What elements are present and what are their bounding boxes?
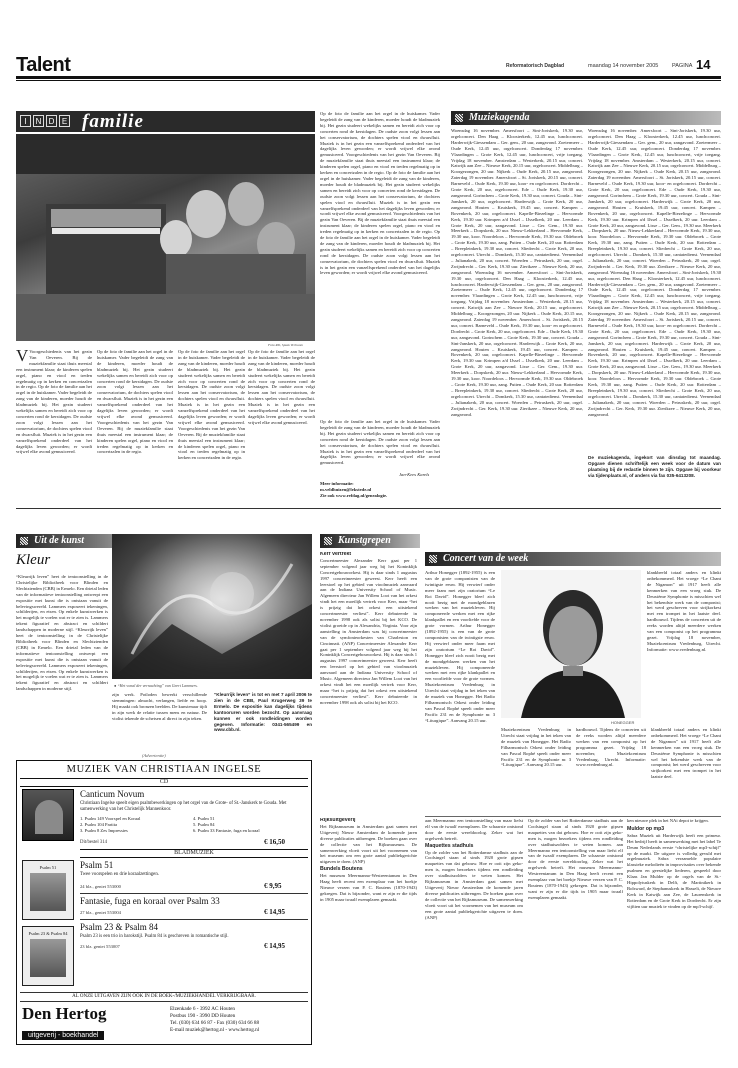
familie-col-2 (97, 349, 173, 489)
cd-price: € 16,50 (264, 838, 285, 846)
caption-bullet: ● (114, 683, 118, 688)
sheet1-title: Psalm 51 (80, 860, 114, 870)
concert-text-4: hardhouwd. Tijdens de concerten uit de reeks worden altijd meerdere werken van een componist op het programma gezet. Vrijdag 18 november, Muziekcentrum Vredenburg, Utrecht. Informatie: www.vredenburg.nl. (576, 727, 646, 768)
header-rule-thin (16, 80, 721, 81)
shop-sub: uitgeverij - boekhandel (22, 1031, 104, 1040)
familie-body-b2: Voorgeschiedenis van het gezin Van Oeveren. Bij de muziekfamilie staat thuis meestal een instrument klaar; de kinderen spelen orgel, piano en viool en treden regelmatig op in kerken en concertzalen in de regio. (97, 419, 173, 455)
maquettes-heading: Maquettes stadhuis (425, 842, 474, 849)
kunstgrepen-col-4 (528, 818, 623, 1044)
page-number: 14 (696, 57, 711, 72)
sheet3-meta: 23 blz. geniet 553007 (80, 944, 120, 949)
mid-divider (16, 508, 721, 509)
kleur-caption (114, 683, 198, 688)
concert-text-3: Muziekcentrum Vredenburg in Utrecht staat vrijdag in het teken van de muziek van Honegger. Het Radio Filharmonisch Orkest onder leiding van Pascal Rophé speelt onder meer Pacific 231 en de Symphonie nr. 3 “Liturgique”. Aanvang 20.15 uur. (501, 727, 571, 768)
familie-lead: Voorgeschiedenis van het gezin Van Oeveren. Bij de muziekfamilie staat thuis meestal een instrument klaar; de kinderen spelen orgel, piano en viool en treden regelmatig op in kerken en concertzalen in de regio. (16, 349, 92, 390)
concert-text-2b: hardhouwd. Tijdens de concerten uit de reeks worden altijd meerdere werken van een componist op het programma gezet. Vrijdag 18 november, Muziekcentrum Vredenburg, Utrecht. Informatie: www.vredenburg.nl. (647, 617, 721, 652)
ad-label: (Advertentie) (142, 753, 166, 758)
familie-col-1 (16, 349, 92, 489)
track: 3. Psalm 8 Zes Impressies (80, 827, 128, 833)
concert-banner (425, 552, 721, 566)
sheet2-title: Fantasie, fuga en koraal over Psalm 33 (80, 896, 220, 906)
kleur-artwork (112, 534, 312, 679)
sheet-cover-1-title: Psalm 51 (39, 865, 57, 870)
portrait-shapes (501, 570, 641, 718)
agenda-text-1: Woensdag 16 november. Amersfoort – Sint-Joriskerk, 19.30 uur, orgelconcert. Den Haag – Kloosterkerk, 12.45 uur, lunchconcert. Harderwijk-Giessendam – Ger. gem., 20 uur, zangavond. Zoetermeer – Oude Kerk, 12.45 uur, orgelconcert. Donderdag 17 november. Vlaardingen – Grote Kerk, 12.45 uur, lunchconcert, vrije toegang. Vrijdag 18 november. Amsterdam – Westerkerk, 20.15 uur, concert. Katwijk aan Zee – Nieuwe Kerk, 20.15 uur, orgelconcert. Middelburg – Koorgezongen, 20 uur. Nijkerk – Oude Kerk, 20.15 uur, zangavond. Zaterdag 19 november. Amersfoort – St. Joriskerk, 20.15 uur, concert. Barneveld – Oude Kerk, 19.30 uur, koor- en orgelconcert. Dordrecht – Grote Kerk, 20 uur, orgelconcert. Ede – Oude Kerk, 19.30 uur, zangavond. Gorinchem – Grote Kerk, 19.30 uur, concert. Gouda – Sint-Janskerk, 20 uur, orgelconcert. Harderwijk – Grote Kerk, 20 uur, zangavond. Houten – Kruiskerk, 19.45 uur, concert. Kampen – Bovenkerk, 20 uur, orgelconcert. Kapelle-Biezelinge – Hervormde Kerk, 19.30 uur. Krimpen a/d IJssel – IJsselkerk, 20 uur. Leerdam – Grote Kerk, 20 uur, zangavond. Lisse – Ger. Gem., 19.30 uur. Meerkerk – Dorpskerk, 20 uur. Nieuw-Lekkerland – Hervormde Kerk, 19.30 uur, koor. Noordeloos – Hervormde Kerk, 19.30 uur. Oldebroek – Grote Kerk, 19.30 uur, zang. Putten – Oude Kerk, 20 uur. Rotterdam – Breepleinkerk, 19.30 uur, concert. Sliedrecht – Grote Kerk, 20 uur, orgelconcert. Utrecht – Domkerk, 15.30 uur, cantatedienst. Veenendaal – Julianakerk, 20 uur, concert. Woerden – Petruskerk, 20 uur, orgel. Zwijndrecht – Ger. Kerk, 19.30 uur. Zierikzee – Nieuwe Kerk, 20 uur, zangavond. (451, 128, 583, 275)
muziekagenda-title: Muziekagenda (469, 112, 530, 123)
boutens-text: Het museum Meermanno-Westreenianum in Den Haag heeft recent een exemplaar van het boekje Nieuwe verzen van P. C. Boutens (1870-1943) gekregen. Dat is bijzonder, want er zijn er die tijds in 1905 maar twaalf exemplaren gemaakt. (320, 873, 417, 902)
shop-logo (22, 1004, 152, 1042)
agenda-text-2: Woensdag 16 november. Amersfoort – Sint-Joriskerk, 19.30 uur, orgelconcert. Den Haag – Kloosterkerk, 12.45 uur, lunchconcert. Harderwijk-Giessendam – Ger. gem., 20 uur, zangavond. Zoetermeer – Oude Kerk, 12.45 uur, orgelconcert. Donderdag 17 november. Vlaardingen – Grote Kerk, 12.45 uur, lunchconcert, vrije toegang. Vrijdag 18 november. Amsterdam – Westerkerk, 20.15 uur, concert. Katwijk aan Zee – Nieuwe Kerk, 20.15 uur, orgelconcert. Middelburg – Koorgezongen, 20 uur. Nijkerk – Oude Kerk, 20.15 uur, zangavond. Zaterdag 19 november. Amersfoort – St. Joriskerk, 20.15 uur, concert. Barneveld – Oude Kerk, 19.30 uur, koor- en orgelconcert. Dordrecht – Grote Kerk, 20 uur, orgelconcert. Ede – Oude Kerk, 19.30 uur, zangavond. Gorinchem – Grote Kerk, 19.30 uur, concert. Gouda – Sint-Janskerk, 20 uur, orgelconcert. Harderwijk – Grote Kerk, 20 uur, zangavond. Houten – Kruiskerk, 19.45 uur, concert. Kampen – Bovenkerk, 20 uur, orgelconcert. Kapelle-Biezelinge – Hervormde Kerk, 19.30 uur. Krimpen a/d IJssel – IJsselkerk, 20 uur. Leerdam – Grote Kerk, 20 uur, zangavond. Lisse – Ger. Gem., 19.30 uur. Meerkerk – Dorpskerk, 20 uur. Nieuw-Lekkerland – Hervormde Kerk, 19.30 uur, koor. Noordeloos – Hervormde Kerk, 19.30 uur. Oldebroek – Grote Kerk, 19.30 uur, zang. Putten – Oude Kerk, 20 uur. Rotterdam – Breepleinkerk, 19.30 uur, concert. Sliedrecht – Grote Kerk, 20 uur, orgelconcert. Utrecht – Domkerk, 15.30 uur, cantatedienst. Veenendaal – Julianakerk, 20 uur, concert. Woerden – Petruskerk, 20 uur, orgel. Zwijndrecht – Ger. Kerk, 19.30 uur. Zierikzee – Nieuwe Kerk, 20 uur, zangavond. (588, 128, 721, 275)
cd-title: Canticum Novum (80, 789, 145, 799)
nai-text: ken nieuwe plek in het NAi depot te krijgen. (627, 818, 709, 823)
artwork-shapes (112, 534, 312, 679)
agenda-col-1 (451, 128, 583, 501)
muziekagenda-banner (451, 111, 721, 125)
sheet2-price: € 14,95 (264, 908, 285, 916)
agenda-note-text: De muziekagenda, ingekort van dinsdag tot maandag. Opgave dienen schriftelijk een week voor de datum van plaatsing bij de redactie binnen te zijn. Opgave bij voorkeur via tijdenplaats.nl, of anders via fax 035-6413208. (588, 455, 721, 478)
sheet3-title: Psalm 23 & Psalm 84 (80, 922, 159, 932)
sheet-bar (80, 849, 308, 858)
header-date: maandag 14 november 2005 (588, 63, 659, 69)
header-rule (16, 76, 721, 79)
page-label: PAGINA (672, 63, 693, 69)
familie-photo (16, 134, 315, 341)
concert-text-5: klankbeeld totaal anders en klinkt onbekommerd. Het vroege “Le Chant de Nigamon” uit 1917 heeft alle kenmerken van een vroeg stuk. De Deuxième Symphonie is misschien wel het bekendste werk van de componist; het werd geschreven voor strijkorkest met een trompet in het laatste deel. (651, 727, 721, 780)
cd-order: Dit/bestel 314 (80, 840, 108, 845)
concert-col-5 (651, 727, 721, 810)
sheet-cover-1-img (30, 873, 66, 911)
concert-col-3 (501, 727, 571, 810)
sheet-cover-2 (22, 926, 74, 986)
kunstgrepen-col-3 (425, 818, 523, 1044)
rijks-heading: Rijksuitgeverij (320, 818, 356, 823)
familie-body-f: Op de foto de familie aan het orgel in de huiskamer. Vader begeleidt de zang van de kinderen, moeder houdt de bladmuziek bij. Het gezin studeert wekelijks samen en bereidt zich voor op concerten rond de kerstdagen. De oudste zoon volgt lessen aan het conservatorium, de dochters spelen viool en dwarsfluit. Muziek is in het gezin een vanzelfsprekend onderdeel van het dagelijks leven geworden; er wordt vrijwel elke avond gemusiceerd. (320, 419, 440, 466)
kleur-info (214, 692, 312, 748)
agenda-col-2 (588, 128, 721, 451)
more-info-web: Zie ook www.refdag.nl/genealogie. (320, 493, 388, 498)
sheet1-meta: 24 blz., geniet 553000 (80, 884, 121, 889)
shop-phone: Tel. (030) 634 66 87 - Fax (030) 634 66 88 (170, 1020, 260, 1026)
cd-cover (22, 789, 74, 841)
ad-footer-divider-2 (20, 1001, 308, 1002)
ad-cd-bar (20, 778, 308, 787)
dropcap: V (16, 349, 29, 365)
concert-text-1: Arthur Honegger (1892-1955) is een van de grote componisten van de twintigste eeuw. Hij verwierf onder meer faam met zijn oratorium “Le Roi David”. Honegger bleef zich nooit bezig met de mondgeblazen werken van het muziekleven. Hij componeerde werken met een rijke klankpallet en een voorliefde voor de grote vormen. (425, 570, 495, 629)
boxed-letter: N (33, 115, 44, 127)
boxed-letter: E (59, 115, 70, 127)
shop-email: E-mail muziek@hertog.nl - www.hertog.nl (170, 1027, 260, 1033)
familie-body-a: Op de foto de familie aan het orgel in de huiskamer. Vader begeleidt de zang van de kinderen, moeder houdt de bladmuziek bij. Het gezin studeert wekelijks samen en bereidt zich voor op concerten rond de kerstdagen. De oudste zoon volgt lessen aan het conservatorium, de dochters spelen viool en dwarsfluit. Muziek is in het gezin een vanzelfsprekend onderdeel van het dagelijks leven geworden; er wordt vrijwel elke avond gemusiceerd. (16, 384, 92, 455)
sheet3-price: € 14,95 (264, 942, 285, 950)
kerr-heading: Kerr vertrekt (320, 552, 352, 557)
sheet2-meta: 27 blz., geniet 553004 (80, 910, 121, 915)
cd-tracklist (80, 816, 306, 833)
familie-body-e3: Op de foto de familie aan het orgel in de huiskamer. Vader begeleidt de zang van de kinderen, moeder houdt de bladmuziek bij. Het gezin studeert wekelijks samen en bereidt zich voor op concerten rond de kerstdagen. De oudste zoon volgt lessen aan het conservatorium, de dochters spelen viool en dwarsfluit. Muziek is in het gezin een vanzelfsprekend onderdeel van het dagelijks leven geworden; er wordt vrijwel elke avond gemusiceerd. (320, 170, 440, 217)
right-bottom-col (627, 818, 721, 1044)
boutens-text-2: aan Meermanno een tentoonstelling van maar liefst elf van de twaalf exemplaren. De schaarste ontstond door de eerste wereldoorlog. Zeker wat het orgelwerk betreft. (425, 818, 523, 841)
familie-title: familie (82, 111, 144, 132)
kerr-text-2: De violist groeide op in Alexandria, Virginia. Voor zijn aanstelling in Amsterdam was hij concertmeester van de symfonieorkesten van Charleston en Cincinnati. (ANP) (320, 616, 417, 646)
cd-cover-arch (35, 800, 63, 834)
kerr-text: Concertmeester Alexander Kerr gaat per 1 september volgend jaar weg bij het Koninklijk Concertgebouworkest. Hij is daar sinds 1 augustus 1997 concertmeester geweest. Kerr heeft een leerstoel op het gebied van vioolmuziek aanvaard aan de Indiana University School of Music. Algemeen directeur Jan Willem Loot van het orkest vindt het een moeilijk vertrek voor Kerr, maar “het is prijzig dat het orkest een uitstekend concertmeester verliest”. Kerr debuteerde in november 1998 ook als solist bij het KCO. (320, 557, 417, 622)
kleur-body: “Kleurrijk leven” heet de tentoonstelling in de Christelijke Bibliotheek voor Blinden en Slechtzienden (CBB) in Ermelo. Een drietal leden van de informatieve tentoonstelling ontwerpt een expositie met kunst die is ontstaan vanuit de belevingswereld. Lammers exposeert tekeningen, schilderijen, en etsen. Op enkele kunstwerken is het mogelijk te voelen wat er te zien is. Lammers tekent figuratief en abstract en schildert landschappen in moderne stijl. (16, 574, 108, 633)
more-info-title: Meer informatie: (320, 481, 354, 486)
boxed-letter: D (46, 115, 57, 127)
sheet1-price: € 9,95 (264, 882, 282, 890)
maquettes-text-b: Het Rijksmuseum in Amsterdam gaat samen met Uitgeverij Nieuw Amsterdam de komende jaren diverse publicaties uitbrengen. De boeken gaan over de collectie van het Rijksmuseum. De samenwerking vloeit voort uit het voornemen van het museum om een grote aantal publiekgerichte uitgaven te doen. (ANP) (425, 873, 523, 920)
familie-body-d: Op de foto de familie aan het orgel in de huiskamer. Vader begeleidt de zang van de kinderen, moeder houdt de bladmuziek bij. Het gezin studeert wekelijks samen en bereidt zich voor op concerten rond de kerstdagen. De oudste zoon volgt lessen aan het conservatorium, de dochters spelen viool en dwarsfluit. Muziek is in het gezin een vanzelfsprekend onderdeel van het dagelijks leven geworden; er wordt vrijwel elke avond gemusiceerd. (248, 349, 315, 425)
kunstgrepen-col-1 (320, 552, 417, 810)
kleur-col-1 (16, 574, 108, 748)
familie-banner (16, 111, 315, 132)
sheet-label: BLADMUZIEK (174, 850, 214, 856)
ad-footer-divider (20, 992, 308, 993)
familie-author: Jan-Kees Karels (399, 472, 430, 477)
concert-text-1b: Arthur Honegger (1892-1955) is een van de grote componisten van de twintigste eeuw. Hij verwierf onder meer faam met zijn oratorium “Le Roi David”. Honegger bleef zich nooit bezig met de mondgeblazen werken van het muziekleven. Hij componeerde werken met een rijke klankpallet en een voorliefde voor de grote vormen. (425, 623, 495, 682)
uitdekunst-title: Uit de kunst (34, 535, 85, 546)
muldor-text: Sabra Muziek uit Harderwijk heeft een primeur. Het bedrijf heeft in samenwerking met het label Te Deum Nederlands eerste “christelijke mp3-schijf” op de markt. De uitgave is volledig gevuld met orgelmuziek. Sabra verzamelde populaire klassieke melodieën in improvisaties over bekende psalmen en geestelijke liederen, gespeeld door Klaas Jan Mulder op de orgels van de St.-Hippolytuskerk in Delft, de Martinikerk in Bolsward, de Stephanuskerk in Hasselt, de Nieuwe Kerk in Katwijk aan Zee, de Laurenskerk in Rotterdam en de Grote Kerk in Dordrecht. Er zijn vijftien uur muziek te vinden op de mp3-schijf. (627, 832, 721, 909)
concert-divider (425, 816, 721, 817)
concert-col-1 (425, 570, 495, 810)
shop-name: Den Hertog (22, 1004, 107, 1023)
kerr-text-3: Concertmeester Alexander Kerr gaat per 1 september volgend jaar weg bij het Koninklijk Concertgebouworkest. Hij is daar sinds 1 augustus 1997 concertmeester geweest. Kerr heeft een leerstoel op het gebied van vioolmuziek aanvaard aan de Indiana University School of Music. Algemeen directeur Jan Willem Loot van het orkest vindt het een moeilijk vertrek voor Kerr, maar “het is prijzig dat het orkest een uitstekend concertmeester verliest”. Kerr debuteerde in november 1998 ook als solist bij het KCO. (320, 640, 417, 705)
honegger-portrait (501, 570, 641, 718)
track: 4. Psalm 51 (193, 816, 215, 821)
familie-col-3 (178, 349, 245, 489)
kleur-info-text: “Kleurrijk leven” is tot en met 7 april 2006 te zien in de CBB, Paul Krugerweg 39 te Ermelo. De expositie kan dagelijks tijdens kantooruren worden bezocht. Op aanvraag kunnen er ook rondleidingen worden gegeven. Informatie: 0341-565499 en www.cbb.nl. (214, 692, 312, 733)
familie-col-4 (248, 349, 315, 489)
muldor-heading: Muldor op mp3 (627, 825, 665, 832)
sheet-divider-1 (80, 893, 308, 894)
agenda-text-1b: Woensdag 16 november. Amersfoort – Sint-Joriskerk, 19.30 uur, orgelconcert. Den Haag – Kloosterkerk, 12.45 uur, lunchconcert. Harderwijk-Giessendam – Ger. gem., 20 uur, zangavond. Zoetermeer – Oude Kerk, 12.45 uur, orgelconcert. Donderdag 17 november. Vlaardingen – Grote Kerk, 12.45 uur, lunchconcert, vrije toegang. Vrijdag 18 november. Amsterdam – Westerkerk, 20.15 uur, concert. Katwijk aan Zee – Nieuwe Kerk, 20.15 uur, orgelconcert. Middelburg – Koorgezongen, 20 uur. Nijkerk – Oude Kerk, 20.15 uur, zangavond. Zaterdag 19 november. Amersfoort – St. Joriskerk, 20.15 uur, concert. Barneveld – Oude Kerk, 19.30 uur, koor- en orgelconcert. Dordrecht – Grote Kerk, 20 uur, orgelconcert. Ede – Oude Kerk, 19.30 uur, zangavond. Gorinchem – Grote Kerk, 19.30 uur, concert. Gouda – Sint-Janskerk, 20 uur, orgelconcert. Harderwijk – Grote Kerk, 20 uur, zangavond. Houten – Kruiskerk, 19.45 uur, concert. Kampen – Bovenkerk, 20 uur, orgelconcert. Kapelle-Biezelinge – Hervormde Kerk, 19.30 uur. Krimpen a/d IJssel – IJsselkerk, 20 uur. Leerdam – Grote Kerk, 20 uur, zangavond. Lisse – Ger. Gem., 19.30 uur. Meerkerk – Dorpskerk, 20 uur. Nieuw-Lekkerland – Hervormde Kerk, 19.30 uur, koor. Noordeloos – Hervormde Kerk, 19.30 uur. Oldebroek – Grote Kerk, 19.30 uur, zang. Putten – Oude Kerk, 20 uur. Rotterdam – Breepleinkerk, 19.30 uur, concert. Sliedrecht – Grote Kerk, 20 uur, orgelconcert. Utrecht – Domkerk, 15.30 uur, cantatedienst. Veenendaal – Julianakerk, 20 uur, concert. Woerden – Petruskerk, 20 uur, orgel. Zwijndrecht – Ger. Kerk, 19.30 uur. Zierikzee – Nieuwe Kerk, 20 uur, zangavond. (451, 269, 583, 417)
familie-col-6 (320, 419, 440, 489)
kleur-heading: Kleur (16, 552, 51, 568)
track: 5. Psalm 84 (193, 821, 215, 827)
shop-address-1: Elzenkade 6 - 3992 AC Houten (170, 1006, 235, 1012)
more-info-email: m.veldhuizen@lekstede.nl (320, 487, 372, 492)
familie-body-e2: Voorgeschiedenis van het gezin Van Oeveren. Bij de muziekfamilie staat thuis meestal een instrument klaar; de kinderen spelen orgel, piano en viool en treden regelmatig op in kerken en concertzalen in de regio. (320, 152, 440, 176)
sheet1-desc: Twee voorspelen en drie koraalzettingen. (80, 872, 159, 877)
agenda-text-2b: Woensdag 16 november. Amersfoort – Sint-Joriskerk, 19.30 uur, orgelconcert. Den Haag – Kloosterkerk, 12.45 uur, lunchconcert. Harderwijk-Giessendam – Ger. gem., 20 uur, zangavond. Zoetermeer – Oude Kerk, 12.45 uur, orgelconcert. Donderdag 17 november. Vlaardingen – Grote Kerk, 12.45 uur, lunchconcert, vrije toegang. Vrijdag 18 november. Amsterdam – Westerkerk, 20.15 uur, concert. Katwijk aan Zee – Nieuwe Kerk, 20.15 uur, orgelconcert. Middelburg – Koorgezongen, 20 uur. Nijkerk – Oude Kerk, 20.15 uur, zangavond. Zaterdag 19 november. Amersfoort – St. Joriskerk, 20.15 uur, concert. Barneveld – Oude Kerk, 19.30 uur, koor- en orgelconcert. Dordrecht – Grote Kerk, 20 uur, orgelconcert. Ede – Oude Kerk, 19.30 uur, zangavond. Gorinchem – Grote Kerk, 19.30 uur, concert. Gouda – Sint-Janskerk, 20 uur, orgelconcert. Harderwijk – Grote Kerk, 20 uur, zangavond. Houten – Kruiskerk, 19.45 uur, concert. Kampen – Bovenkerk, 20 uur, orgelconcert. Kapelle-Biezelinge – Hervormde Kerk, 19.30 uur. Krimpen a/d IJssel – IJsselkerk, 20 uur. Leerdam – Grote Kerk, 20 uur, zangavond. Lisse – Ger. Gem., 19.30 uur. Meerkerk – Dorpskerk, 20 uur. Nieuw-Lekkerland – Hervormde Kerk, 19.30 uur, koor. Noordeloos – Hervormde Kerk, 19.30 uur. Oldebroek – Grote Kerk, 19.30 uur, zang. Putten – Oude Kerk, 20 uur. Rotterdam – Breepleinkerk, 19.30 uur, concert. Sliedrecht – Grote Kerk, 20 uur, orgelconcert. Utrecht – Domkerk, 15.30 uur, cantatedienst. Veenendaal – Julianakerk, 20 uur, concert. Woerden – Petruskerk, 20 uur, orgel. Zwijndrecht – Ger. Kerk, 19.30 uur. Zierikzee – Nieuwe Kerk, 20 uur, zangavond. (588, 269, 721, 417)
section-title: Talent (16, 54, 71, 76)
boxed-letters (20, 115, 70, 127)
photo-credit: Foto RD, Sjaak Verboom (268, 343, 303, 347)
track: 2. Psalm 104 Partita (80, 821, 118, 827)
kleur-col-2 (112, 692, 207, 748)
boutens-heading: Bundels Boutens (320, 866, 363, 873)
maquettes-text: Op de zolder van het Rotterdamse stadhuis aan de Coolsingel staan al sinds 1920 grote gipsen maquettes van dat gebouw. Hoe er ooit zijn geko-men is, mogen bezoekers tijdens een rondleiding over stadhuiszolders te weten komen. (425, 849, 523, 879)
sheet-cover-2-img (30, 939, 66, 977)
rijks-text: Het Rijksmuseum in Amsterdam gaat samen met Uitgeverij Nieuw Amsterdam de komende jaren diverse publicaties uitbrengen. De boeken gaan over de collectie van het Rijksmuseum. De samenwerking vloeit voort uit het voornemen van het museum om een grote aantal publiekgerichte uitgaven te doen. (ANP) (320, 823, 417, 865)
track: 6. Psalm 33 Fantasie, fuga en koraal (193, 827, 260, 833)
track: 1. Psalm 149 Voorspel en Koraal (80, 816, 141, 821)
familie-body-e: Op de foto de familie aan het orgel in de huiskamer. Vader begeleidt de zang van de kinderen, moeder houdt de bladmuziek bij. Het gezin studeert wekelijks samen en bereidt zich voor op concerten rond de kerstdagen. De oudste zoon volgt lessen aan het conservatorium, de dochters spelen viool en dwarsfluit. Muziek is in het gezin een vanzelfsprekend onderdeel van het dagelijks leven geworden; er wordt vrijwel elke avond gemusiceerd. (320, 111, 440, 158)
kleur-caption-text: “Het vonal der vernachting” van Geert Lammers. (117, 683, 198, 688)
cd-label: CD (159, 779, 169, 785)
concert-col-4 (576, 727, 646, 810)
kleur-body-2: zijn werk. Potloden bewerkt verschillende stemmingen: almacht, verlangen, liefde en hoop. Hij maakt ook bronzen beelden. De kunstenaar tijdt in zijn werk de relatie tussen mens en natuur. De violist tekende de schetsen al direct in zijn teken. (112, 692, 207, 721)
kleur-body-b: “Kleurrijk leven” heet de tentoonstelling in de Christelijke Bibliotheek voor Blinden en Slechtzienden (CBB) in Ermelo. Een drietal leden van de informatieve tentoonstelling ontwerpt een expositie met kunst die is ontstaan vanuit de belevingswereld. Lammers exposeert tekeningen, schilderijen, en etsen. Op enkele kunstwerken is het mogelijk te voelen wat er te zien is. Lammers tekent figuratief en abstract en schildert landschappen in moderne stijl. (16, 627, 108, 692)
col4-text-c: Het museum Meermanno-Westreenianum in Den Haag heeft recent een exemplaar van het boekje Nieuwe verzen van P. C. Boutens (1870-1943) gekregen. Dat is bijzonder, want er zijn er die tijds in 1905 maar twaalf exemplaren gemaakt. (528, 865, 623, 900)
col4-text: Op de zolder van het Rotterdamse stadhuis aan de Coolsingel staan al sinds 1920 grote gipsen maquettes van dat gebouw. Hoe er ooit zijn geko-men is, mogen bezoekers tijdens een rondleiding over stadhuiszolders te weten komen. (528, 818, 623, 847)
shop-address-2: Postbus 190 - 3990 DD Houten (170, 1013, 236, 1019)
kunstgrepen-title: Kunstgrepen (338, 535, 391, 546)
sheet-cover-1 (22, 860, 74, 920)
agenda-note (588, 455, 721, 501)
boxed-letter: I (20, 115, 31, 127)
newspaper-name: Reformatorisch Dagblad (506, 63, 565, 69)
kunstgrepen-col-2 (320, 818, 417, 1044)
familie-body-c: Op de foto de familie aan het orgel in de huiskamer. Vader begeleidt de zang van de kinderen, moeder houdt de bladmuziek bij. Het gezin studeert wekelijks samen en bereidt zich voor op concerten rond de kerstdagen. De oudste zoon volgt lessen aan het conservatorium, de dochters spelen viool en dwarsfluit. Muziek is in het gezin een vanzelfsprekend onderdeel van het dagelijks leven geworden; er wordt vrijwel elke avond gemusiceerd. (178, 349, 245, 425)
photo-shapes (16, 134, 315, 341)
concert-col-2 (647, 570, 721, 718)
sheet-cover-2-title: Psalm 23 & Psalm 84 (28, 931, 68, 936)
ad-title: MUZIEK VAN CHRISTIAAN INGELSE (66, 764, 262, 775)
concert-title: Concert van de week (443, 553, 529, 564)
col4-text-b: aan Meermanno een tentoonstelling van maar liefst elf van de twaalf exemplaren. De schaarste ontstond door de eerste wereldoorlog. Zeker wat het orgelwerk betreft. (528, 841, 623, 871)
shop-contact (170, 1006, 308, 1034)
familie-body-e4: Voorgeschiedenis van het gezin Van Oeveren. Bij de muziekfamilie staat thuis meestal een instrument klaar; de kinderen spelen orgel, piano en viool en treden regelmatig op in kerken en concertzalen in de regio. (320, 211, 440, 235)
familie-body-b: Op de foto de familie aan het orgel in de huiskamer. Vader begeleidt de zang van de kinderen, moeder houdt de bladmuziek bij. Het gezin studeert wekelijks samen en bereidt zich voor op concerten rond de kerstdagen. De oudste zoon volgt lessen aan het conservatorium, de dochters spelen viool en dwarsfluit. Muziek is in het gezin een vanzelfsprekend onderdeel van het dagelijks leven geworden; er wordt vrijwel elke avond gemusiceerd. (97, 349, 173, 419)
sheet3-desc: Psalm 23 is een trio in barokstijl. Psalm 84 is geschreven in romantische stijl. (80, 934, 229, 939)
familie-body-e5: Op de foto de familie aan het orgel in de huiskamer. Vader begeleidt de zang van de kinderen, moeder houdt de bladmuziek bij. Het gezin studeert wekelijks samen en bereidt zich voor op concerten rond de kerstdagen. De oudste zoon volgt lessen aan het conservatorium, de dochters spelen viool en dwarsfluit. Muziek is in het gezin een vanzelfsprekend onderdeel van het dagelijks leven geworden; er wordt vrijwel elke avond gemusiceerd. (320, 229, 440, 276)
concert-text-1c: Muziekcentrum Vredenburg in Utrecht staat vrijdag in het teken van de muziek van Honegger. Het Radio Filharmonisch Orkest onder leiding van Pascal Rophé speelt onder meer Pacific 231 en de Symphonie nr. 3 “Liturgique”. Aanvang 20.15 uur. (425, 682, 495, 723)
familie-col-5 (320, 111, 440, 417)
sheet-divider-2 (80, 919, 308, 920)
cd-desc: Christiaan Ingelse speelt eigen psalmbewerkingen op het orgel van de Grote- of St.-Janskerk te Gouda. Met samenwerking van het Christelijk Mannenkoor. (80, 801, 287, 812)
concert-text-2: klankbeeld totaal anders en klinkt onbekommerd. Het vroege “Le Chant de Nigamon” uit 1917 heeft alle kenmerken van een vroeg stuk. De Deuxième Symphonie is misschien wel het bekendste werk van de componist; het werd geschreven voor strijkorkest met een trompet in het laatste deel. (647, 570, 721, 617)
familie-body-c2: Voorgeschiedenis van het gezin Van Oeveren. Bij de muziekfamilie staat thuis meestal een instrument klaar; de kinderen spelen orgel, piano en viool en treden regelmatig op in kerken en concertzalen in de regio. (178, 425, 245, 461)
honegger-caption: HONEGGER (611, 720, 635, 725)
ad-footer: AL ONZE UITGAVEN ZIJN OOK IN DE BOEK-/MUZIEKHANDEL VERKRIJGBAAR. (72, 994, 256, 999)
kunstgrepen-banner (320, 534, 420, 548)
